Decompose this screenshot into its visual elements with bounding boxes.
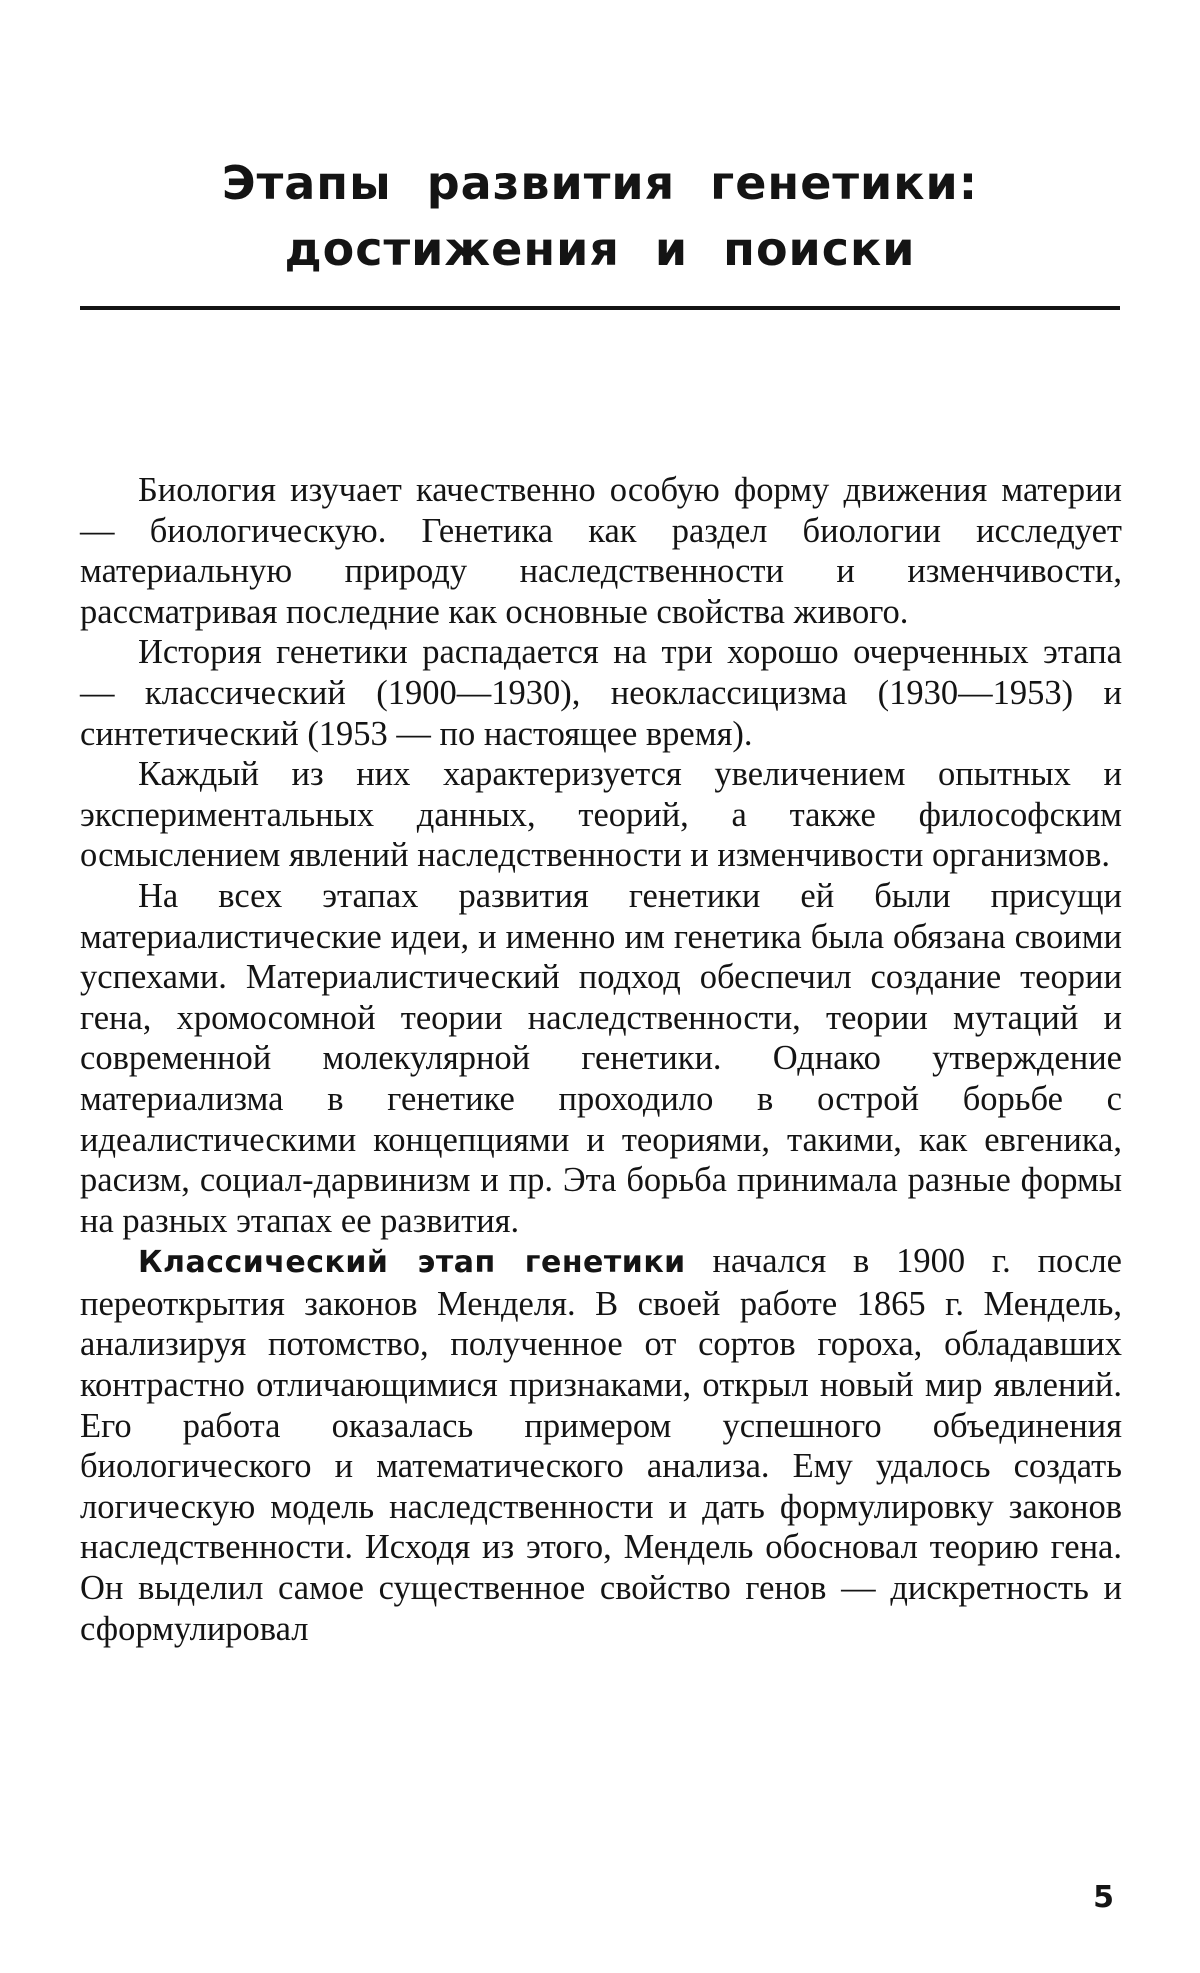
paragraph-text: Каждый из них характеризуется увеличением опытных и экспериментальных данных, теорий, а также философским осмыслением явлений наследственности и изменчивости организмов. (80, 755, 1122, 875)
paragraph (80, 876, 1122, 1241)
chapter-title (0, 150, 1200, 282)
paragraph-text: Биология изучает качественно особую форму движения материи — биологическую. Генетика как раздел биологии исследует материальную природу наследственности и изменчивости, рассматривая последние как основные свойства живого. (80, 471, 1122, 631)
paragraph (80, 754, 1122, 876)
title-divider (80, 306, 1120, 310)
paragraph-lead-term: Классический этап генетики (138, 1245, 686, 1281)
chapter-title-line-1: Этапы развития генетики: (221, 156, 979, 210)
paragraph-text: На всех этапах развития генетики ей были присущи материалистические идеи, и именно им генетика была обязана своими успехами. Материалистический подход обеспечил создание теории гена, хромосомной теории наследственности, теории мутаций и современной молекулярной генетики. Однако утверждение материализма в генетике проходило в острой борьбе с идеалистическими концепциями и теориями, такими, как евгеника, расизм, социал-дарвинизм и пр. Эта борьба принимала разные формы на разных этапах ее развития. (80, 876, 1122, 1240)
page-number: 5 (1093, 1880, 1114, 1915)
paragraph (80, 470, 1122, 632)
paragraph-text: начался в 1900 г. после переоткрытия законов Менделя. В своей работе 1865 г. Мендель, анализируя потомство, полученное от сортов гороха, обладавших контрастно отличающимися признаками, открыл новый мир явлений. Его работа оказалась примером успешного объединения биологического и математического анализа. Ему удалось создать логическую модель наследственности и дать формулировку законов наследственности. Исходя из этого, Мендель обосновал теорию гена. Он выделил самое существенное свойство генов — дискретность и сформулировал (80, 1242, 1122, 1648)
body-text (80, 470, 1122, 1649)
paragraph-text: История генетики распадается на три хорошо очерченных этапа — классический (1900—1930), неоклассицизма (1930—1953) и синтетический (1953 — по настоящее время). (80, 633, 1122, 753)
paragraph (80, 1241, 1122, 1649)
chapter-title-line-2: достижения и поиски (284, 222, 916, 276)
paragraph (80, 632, 1122, 754)
